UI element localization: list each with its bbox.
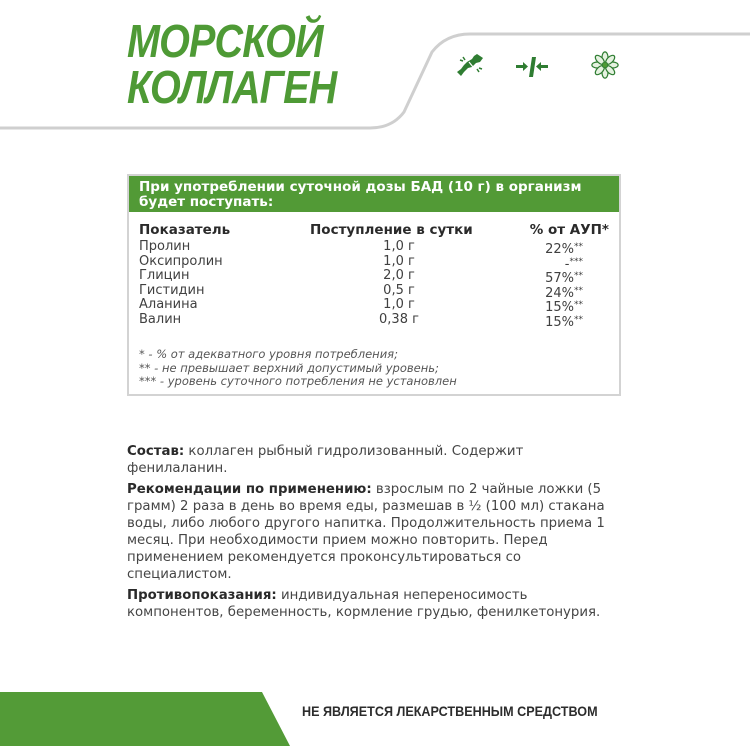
table-row bbox=[129, 298, 619, 313]
row-indicator: Валин bbox=[139, 311, 182, 327]
row-indicator: Аланина bbox=[139, 297, 198, 312]
row-percent-value: 15% bbox=[545, 300, 574, 315]
row-indicator: Пролин bbox=[139, 239, 191, 254]
row-percent-mark: *** bbox=[569, 256, 583, 267]
disclaimer-text: НЕ ЯВЛЯЕТСЯ ЛЕКАРСТВЕННЫМ СРЕДСТВОМ bbox=[302, 703, 598, 719]
product-description bbox=[127, 443, 627, 625]
usage-text: взрослым по 2 чайные ложки (5 грамм) 2 раза в день во время еды, размешав в ½ (100 мл) стакана воды, либо любого другого напитка. Продолжительность приема 1 месяц. При необходимости прием можно повторить. Перед применением рекомендуется проконсультироваться со специалистом. bbox=[127, 482, 605, 582]
table-column-headers bbox=[129, 212, 619, 240]
table-row bbox=[129, 284, 619, 299]
row-percent-value: 22% bbox=[545, 242, 574, 257]
row-indicator: Оксипролин bbox=[139, 253, 223, 269]
table-row bbox=[129, 240, 619, 255]
row-percent-mark: ** bbox=[574, 242, 583, 252]
row-percent-value: 24% bbox=[545, 285, 574, 301]
usage-paragraph bbox=[127, 481, 627, 583]
row-percent-mark: ** bbox=[574, 314, 583, 325]
column-header-daily-intake: Поступление в сутки bbox=[310, 222, 473, 238]
row-indicator: Глицин bbox=[139, 268, 190, 283]
row-percent-value: 15% bbox=[545, 314, 574, 330]
footer-green-band bbox=[0, 692, 750, 746]
title-line-2: КОЛЛАГЕН bbox=[127, 61, 337, 113]
row-percent-value: - bbox=[564, 256, 570, 272]
row-percent-value: 57% bbox=[545, 271, 574, 286]
row-percent bbox=[545, 313, 583, 331]
row-amount: 0,5 г bbox=[383, 282, 415, 298]
contraindications-label: Противопоказания: bbox=[127, 588, 277, 603]
table-row bbox=[129, 255, 619, 270]
title-line-1: МОРСКОЙ bbox=[127, 15, 323, 67]
product-title bbox=[127, 15, 337, 113]
usage-label: Рекомендации по применению: bbox=[127, 482, 372, 497]
footnote: *** - уровень суточного потребления не установлен bbox=[139, 374, 457, 388]
row-amount: 0,38 г bbox=[379, 311, 419, 327]
joint-icon bbox=[455, 50, 489, 80]
footnote: * - % от адекватного уровня потребления; bbox=[139, 347, 398, 361]
composition-text: коллаген рыбный гидролизованный. Содержит фенилаланин. bbox=[127, 444, 524, 476]
compress-arrows-icon bbox=[515, 52, 549, 82]
composition-label: Состав: bbox=[127, 444, 185, 459]
row-amount: 1,0 г bbox=[383, 253, 415, 269]
contraindications-paragraph bbox=[127, 587, 627, 621]
contraindications-text: индивидуальная непереносимость компонентов, беременность, кормление грудью, фенилкетонурия. bbox=[127, 588, 601, 620]
row-amount: 1,0 г bbox=[383, 297, 415, 312]
row-indicator: Гистидин bbox=[139, 282, 205, 298]
footnote: ** - не превышает верхний допустимый уровень; bbox=[139, 360, 439, 375]
row-amount: 2,0 г bbox=[383, 268, 415, 283]
row-percent-mark: ** bbox=[574, 300, 583, 310]
row-percent-mark: ** bbox=[574, 271, 583, 281]
row-amount: 1,0 г bbox=[383, 239, 415, 254]
flower-icon bbox=[588, 50, 622, 80]
header-divider-line bbox=[0, 0, 750, 140]
table-row bbox=[129, 313, 619, 328]
column-header-percent: % от АУП* bbox=[529, 222, 609, 238]
table-footnotes bbox=[139, 348, 457, 389]
column-header-indicator: Показатель bbox=[139, 222, 231, 238]
row-percent-mark: ** bbox=[574, 285, 583, 296]
table-heading: При употреблении суточной дозы БАД (10 г) в организм будет поступать: bbox=[129, 176, 619, 212]
composition-paragraph bbox=[127, 443, 627, 477]
nutrition-table bbox=[127, 174, 621, 396]
table-rows bbox=[129, 239, 619, 330]
table-row bbox=[129, 269, 619, 284]
